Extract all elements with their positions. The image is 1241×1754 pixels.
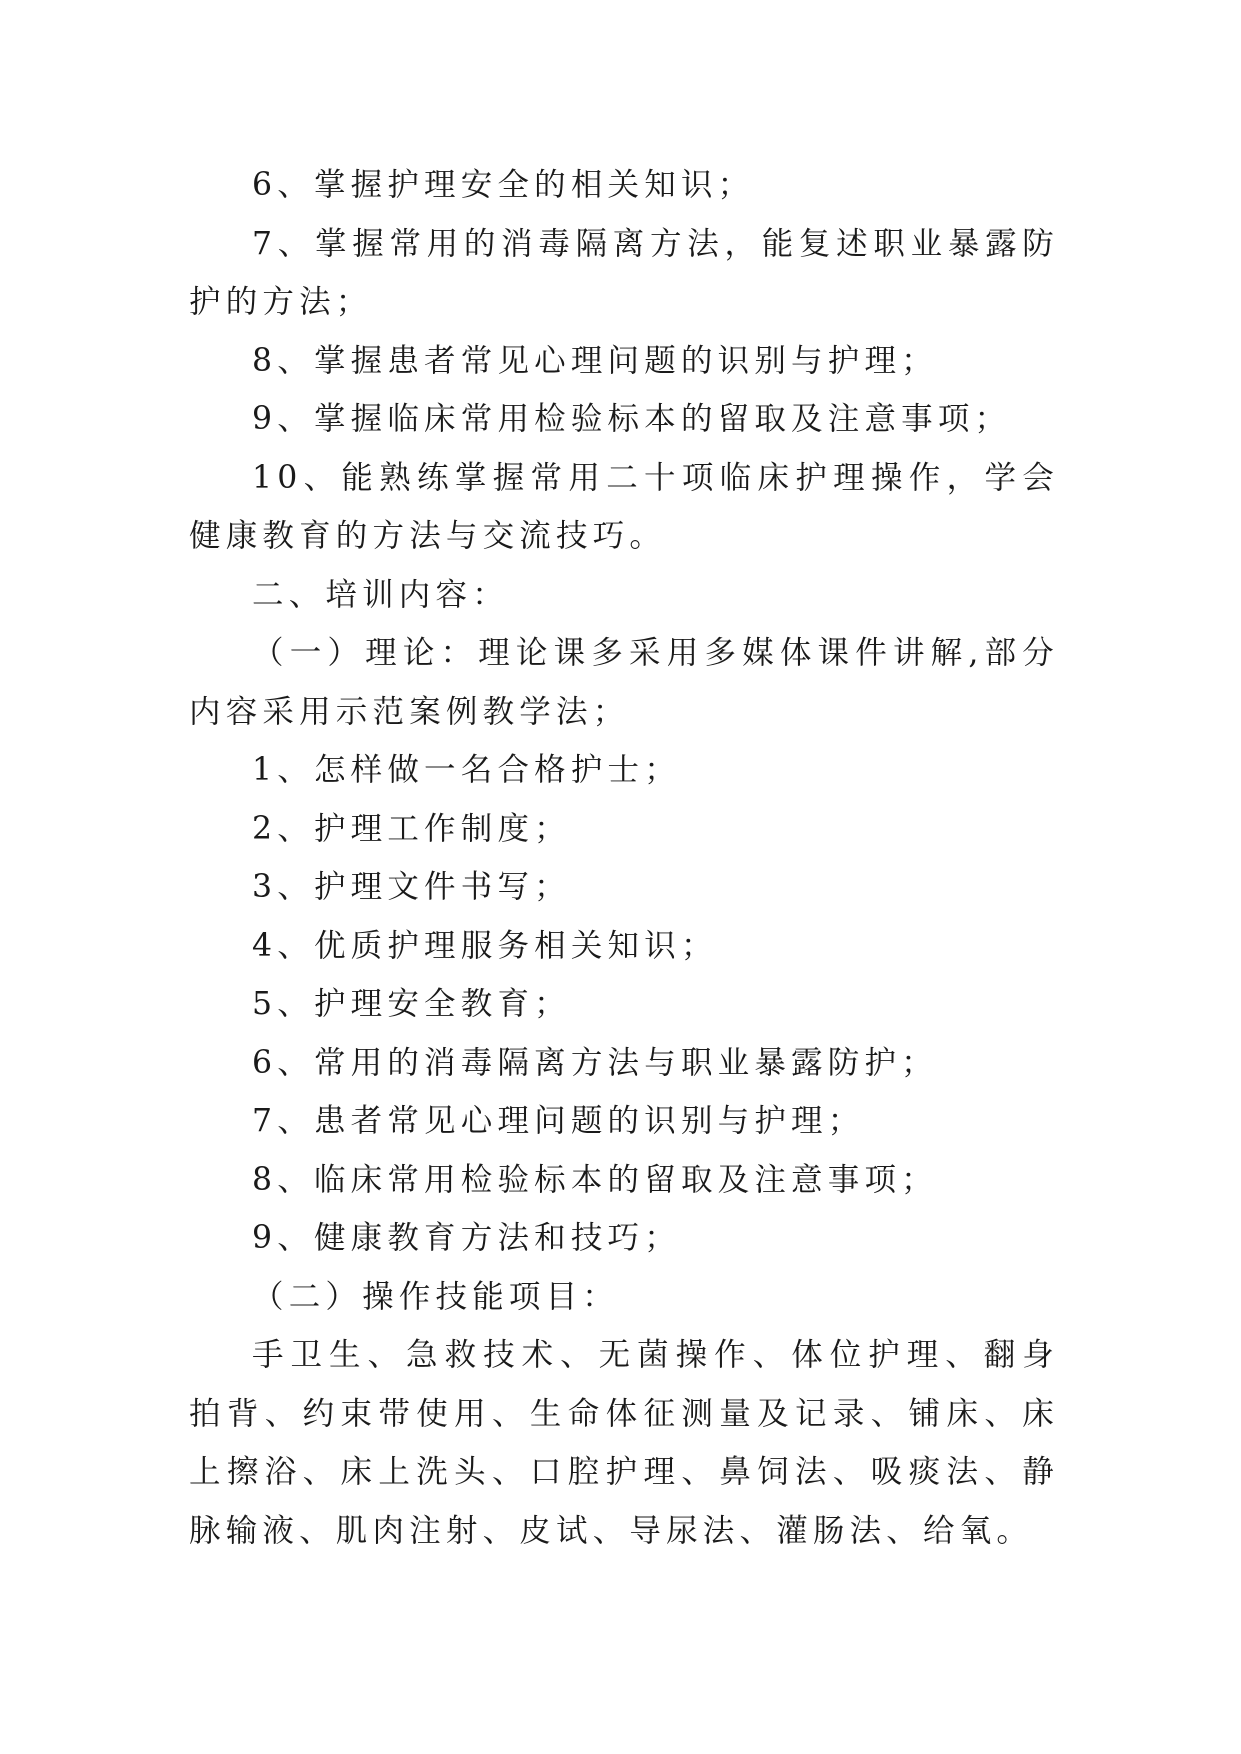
paragraph-objective-7: 7、掌握常用的消毒隔离方法，能复述职业暴露防护的方法； [189, 225, 1059, 320]
theory-item-3: 3、护理文件书写； [252, 869, 571, 905]
theory-item-9: 9、健康教育方法和技巧； [252, 1220, 681, 1256]
theory-item-7: 7、患者常见心理问题的识别与护理； [252, 1103, 865, 1139]
section-heading-training-content: 二、培训内容： [252, 576, 509, 613]
skills-list-paragraph: 手卫生、急救技术、无菌操作、体位护理、翻身拍背、约束带使用、生命体征测量及记录、铺床、床上擦浴、床上洗头、口腔护理、鼻饲法、吸痰法、静脉输液、肌肉注射、皮试、导尿法、灌肠法、给氧。 [189, 1337, 1059, 1549]
theory-item-5: 5、护理安全教育； [252, 986, 571, 1022]
theory-item-6: 6、常用的消毒隔离方法与职业暴露防护； [252, 1044, 938, 1081]
paragraph-objective-6: 6、掌握护理安全的相关知识； [252, 167, 755, 203]
subsection-heading-theory: （一）理论：理论课多采用多媒体课件讲解,部分内容采用示范案例教学法； [189, 635, 1059, 730]
paragraph-objective-9: 9、掌握临床常用检验标本的留取及注意事项； [252, 401, 1012, 437]
theory-item-1: 1、怎样做一名合格护士； [252, 752, 681, 788]
paragraph-objective-10: 10、能熟练掌握常用二十项临床护理操作，学会健康教育的方法与交流技巧。 [189, 459, 1059, 554]
paragraph-objective-8: 8、掌握患者常见心理问题的识别与护理； [252, 342, 938, 379]
subsection-heading-skills: （二）操作技能项目： [252, 1278, 620, 1315]
theory-item-4: 4、优质护理服务相关知识； [252, 927, 718, 964]
document-body [189, 156, 1059, 1560]
theory-item-2: 2、护理工作制度； [252, 810, 571, 847]
theory-item-8: 8、临床常用检验标本的留取及注意事项； [252, 1161, 938, 1198]
